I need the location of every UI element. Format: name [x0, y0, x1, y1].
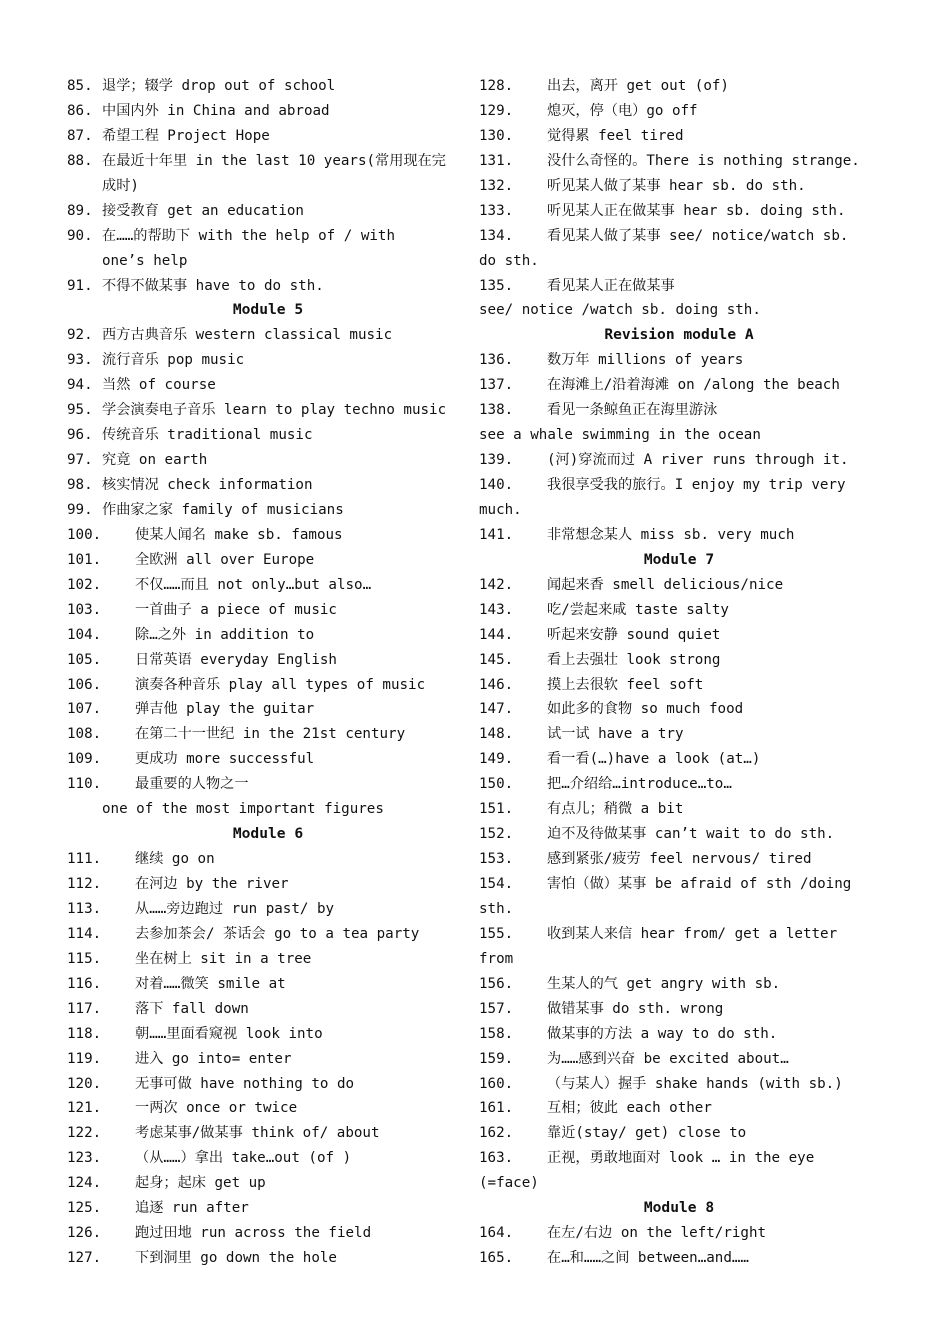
entry-text: 中国内外 in China and abroad: [102, 102, 330, 119]
vocab-entry: [479, 747, 879, 772]
entry-number: 160.: [479, 1075, 514, 1092]
entry-number: 142.: [479, 576, 514, 593]
entry-number: 163.: [479, 1150, 514, 1167]
vocab-entry: [67, 348, 469, 373]
entry-text: 考虑某事/做某事 think of/ about: [135, 1125, 380, 1142]
entry-number: 150.: [479, 776, 514, 793]
vocab-entry: [67, 922, 469, 947]
entry-number: 107.: [67, 701, 102, 718]
entry-number: 96.: [67, 427, 93, 444]
entry-text: 听见某人正在做某事 hear sb. doing sth.: [547, 202, 846, 219]
entry-continuation: [479, 498, 879, 523]
vocab-entry: [479, 1022, 879, 1047]
entry-number: 154.: [479, 876, 514, 892]
entry-text: 在左/右边 on the left/right: [547, 1225, 767, 1242]
vocab-entry: [67, 747, 469, 772]
vocab-entry: [479, 573, 879, 598]
vocab-entry: [479, 847, 879, 872]
entry-text: 究竟 on earth: [102, 452, 208, 469]
entry-number: 141.: [479, 526, 514, 543]
entry-text: 成时): [102, 177, 139, 194]
vocab-entry: [479, 199, 879, 224]
entry-text: 害怕（做）某事 be afraid of sth /doing: [547, 876, 852, 892]
entry-number: 152.: [479, 826, 514, 843]
vocab-entry: [67, 224, 469, 249]
entry-number: 95.: [67, 402, 93, 419]
entry-continuation: [67, 797, 469, 822]
entry-text: 闻起来香 smell delicious/nice: [547, 576, 784, 593]
entry-text: 对着……微笑 smile at: [135, 975, 286, 992]
module-heading: Module 7: [643, 550, 715, 568]
vocab-entry: [67, 697, 469, 722]
vocab-entry: [67, 897, 469, 922]
entry-number: 148.: [479, 726, 514, 743]
entry-number: 109.: [67, 751, 102, 768]
entry-number: 101.: [67, 551, 102, 568]
entry-number: 138.: [479, 402, 514, 419]
vocab-entry: [67, 124, 469, 149]
entry-text: one of the most important figures: [102, 801, 384, 818]
entry-text: 为……感到兴奋 be excited about…: [547, 1050, 789, 1067]
entry-text: see/ notice /watch sb. doing sth.: [479, 302, 761, 319]
vocab-entry: [67, 448, 469, 473]
entry-continuation: [479, 1171, 879, 1196]
entry-number: 158.: [479, 1025, 514, 1042]
entry-text: 坐在树上 sit in a tree: [135, 950, 312, 967]
entry-number: 132.: [479, 177, 514, 194]
entry-text: 看见一条鲸鱼正在海里游泳: [547, 402, 718, 419]
vocab-entry: [67, 423, 469, 448]
entry-number: 110.: [67, 776, 102, 793]
vocab-entry: [67, 99, 469, 124]
vocab-entry: [67, 523, 469, 548]
entry-number: 118.: [67, 1025, 102, 1042]
entry-continuation: [67, 249, 469, 274]
entry-number: 155.: [479, 925, 514, 942]
vocab-entry: [67, 1022, 469, 1047]
entry-number: 122.: [67, 1125, 102, 1142]
vocab-entry: [479, 149, 879, 174]
vocab-entry: [479, 772, 879, 797]
vocab-entry: [479, 1047, 879, 1072]
vocab-entry: [67, 323, 469, 348]
entry-continuation: [479, 897, 879, 922]
vocab-entry: [67, 997, 469, 1022]
entry-text: 传统音乐 traditional music: [102, 427, 313, 444]
entry-text: 在第二十一世纪 in the 21st century: [135, 726, 406, 743]
entry-text: 演奏各种音乐 play all types of music: [135, 676, 426, 693]
entry-number: 91.: [67, 277, 93, 294]
vocab-entry: [479, 473, 879, 498]
entry-number: 97.: [67, 452, 93, 469]
entry-number: 117.: [67, 1000, 102, 1017]
entry-continuation: [67, 174, 469, 199]
entry-number: 100.: [67, 526, 102, 543]
vocab-entry: [479, 822, 879, 847]
vocab-entry: [67, 149, 469, 174]
entry-number: 128.: [479, 78, 514, 94]
entry-number: 143.: [479, 601, 514, 618]
entry-text: 试一试 have a try: [547, 726, 684, 743]
entry-number: 134.: [479, 227, 514, 244]
entry-number: 86.: [67, 102, 93, 119]
vocab-entry: [67, 548, 469, 573]
entry-text: 互相；彼此 each other: [547, 1100, 712, 1117]
entry-text: 当然 of course: [102, 377, 216, 394]
entry-number: 115.: [67, 950, 102, 967]
entry-number: 87.: [67, 127, 93, 144]
entry-text: 没什么奇怪的。There is nothing strange.: [547, 152, 860, 169]
vocab-entry: [479, 224, 879, 249]
vocab-entry: [67, 498, 469, 523]
entry-text: 靠近(stay/ get) close to: [547, 1125, 747, 1142]
entry-number: 102.: [67, 576, 102, 593]
entry-text: 去参加茶会/ 茶话会 go to a tea party: [135, 925, 420, 942]
vocab-entry: [67, 623, 469, 648]
entry-number: 116.: [67, 975, 102, 992]
entry-text: 在最近十年里 in the last 10 years(常用现在完: [102, 152, 446, 169]
vocab-entry: [67, 972, 469, 997]
right-column: [479, 74, 879, 1271]
vocab-entry: [67, 573, 469, 598]
entry-text: 除…之外 in addition to: [135, 626, 315, 643]
entry-text: 觉得累 feel tired: [547, 127, 684, 144]
entry-number: 129.: [479, 102, 514, 119]
entry-number: 93.: [67, 352, 93, 369]
vocab-entry: [67, 1171, 469, 1196]
entry-text: 听起来安静 sound quiet: [547, 626, 721, 643]
entry-number: 105.: [67, 651, 102, 668]
entry-number: 131.: [479, 152, 514, 169]
vocab-entry: [479, 797, 879, 822]
vocab-entry: [479, 598, 879, 623]
entry-number: 98.: [67, 477, 93, 493]
entry-number: 133.: [479, 202, 514, 219]
entry-text: 全欧洲 all over Europe: [135, 551, 315, 568]
vocab-entry: [67, 722, 469, 747]
vocab-entry: [67, 1072, 469, 1097]
entry-text: 感到紧张/疲劳 feel nervous/ tired: [547, 851, 812, 868]
entry-text: 追逐 run after: [135, 1200, 249, 1217]
vocab-entry: [67, 772, 469, 797]
vocab-entry: [479, 1121, 879, 1146]
vocab-entry: [67, 1221, 469, 1246]
entry-text: do sth.: [479, 252, 539, 269]
entry-text: 做某事的方法 a way to do sth.: [547, 1025, 778, 1042]
entry-text: 数万年 millions of years: [547, 352, 744, 369]
entry-text: 如此多的食物 so much food: [547, 701, 744, 718]
entry-number: 144.: [479, 626, 514, 643]
vocab-entry: [479, 648, 879, 673]
vocab-entry: [67, 648, 469, 673]
entry-text: 在河边 by the river: [135, 876, 289, 892]
module-heading: Revision module A: [604, 326, 754, 344]
entry-number: 88.: [67, 152, 93, 169]
entry-number: 156.: [479, 975, 514, 992]
vocab-entry: [67, 473, 469, 498]
entry-text: 把…介绍给…introduce…to…: [547, 776, 732, 793]
entry-text: 看上去强壮 look strong: [547, 651, 721, 668]
vocab-entry: [479, 922, 879, 947]
entry-number: 157.: [479, 1000, 514, 1017]
entry-text: 继续 go on: [135, 851, 215, 868]
vocab-entry: [67, 1047, 469, 1072]
vocab-entry: [67, 1096, 469, 1121]
entry-text: see a whale swimming in the ocean: [479, 427, 761, 444]
entry-text: 听见某人做了某事 hear sb. do sth.: [547, 177, 806, 194]
entry-number: 124.: [67, 1175, 102, 1192]
module-heading: Module 6: [232, 825, 304, 843]
entry-text: 希望工程 Project Hope: [102, 127, 270, 144]
entry-number: 147.: [479, 701, 514, 718]
vocab-entry: [67, 1246, 469, 1271]
entry-text: 更成功 more successful: [135, 751, 315, 768]
entry-text: 看见某人正在做某事: [547, 277, 675, 294]
vocab-entry: [67, 872, 469, 897]
entry-number: 114.: [67, 925, 102, 942]
entry-text: 接受教育 get an education: [102, 202, 304, 219]
entry-number: 89.: [67, 202, 93, 219]
vocab-entry: [67, 74, 469, 99]
vocab-entry: [479, 124, 879, 149]
entry-text: much.: [479, 501, 522, 518]
entry-number: 153.: [479, 851, 514, 868]
entry-text: 起身；起床 get up: [135, 1175, 266, 1192]
vocab-entry: [479, 1246, 879, 1271]
vocab-entry: [479, 997, 879, 1022]
vocab-entry: [479, 1221, 879, 1246]
entry-text: 流行音乐 pop music: [102, 352, 245, 369]
entry-number: 103.: [67, 601, 102, 618]
entry-text: 正视，勇敢地面对 look … in the eye: [547, 1150, 815, 1167]
entry-number: 104.: [67, 626, 102, 643]
entry-text: 在…和……之间 between…and……: [547, 1250, 749, 1267]
vocab-entry: [67, 1121, 469, 1146]
entry-number: 136.: [479, 352, 514, 369]
entry-number: 165.: [479, 1250, 514, 1267]
vocab-entry: [479, 74, 879, 99]
entry-text: 一首曲子 a piece of music: [135, 601, 337, 618]
entry-number: 99.: [67, 501, 93, 518]
vocab-entry: [479, 174, 879, 199]
vocab-entry: [67, 947, 469, 972]
entry-text: 在海滩上/沿着海滩 on /along the beach: [547, 377, 840, 394]
entry-text: 迫不及待做某事 can’t wait to do sth.: [547, 826, 835, 843]
entry-text: from: [479, 950, 514, 967]
entry-text: 作曲家之家 family of musicians: [102, 501, 344, 518]
entry-text: 进入 go into= enter: [135, 1050, 292, 1067]
vocab-entry: [479, 1072, 879, 1097]
vocab-entry: [479, 99, 879, 124]
entry-continuation: [479, 947, 879, 972]
entry-text: 跑过田地 run across the field: [135, 1225, 372, 1242]
vocab-entry: [479, 673, 879, 698]
entry-number: 127.: [67, 1250, 102, 1267]
vocab-entry: [67, 398, 469, 423]
left-column: [67, 74, 469, 1271]
entry-text: 西方古典音乐 western classical music: [102, 327, 393, 344]
entry-text: 看见某人做了某事 see/ notice/watch sb.: [547, 227, 849, 244]
entry-number: 111.: [67, 851, 102, 868]
module-heading: Module 5: [232, 301, 304, 319]
vocab-entry: [479, 1096, 879, 1121]
vocab-entry: [479, 523, 879, 548]
entry-text: 非常想念某人 miss sb. very much: [547, 526, 795, 543]
entry-continuation: [479, 249, 879, 274]
entry-number: 92.: [67, 327, 93, 344]
entry-number: 94.: [67, 377, 93, 394]
vocab-entry: [479, 373, 879, 398]
entry-text: 日常英语 everyday English: [135, 651, 337, 668]
entry-text: (河)穿流而过 A river runs through it.: [547, 452, 849, 469]
entry-continuation: [479, 298, 879, 323]
entry-number: 90.: [67, 227, 93, 244]
entry-text: 做错某事 do sth. wrong: [547, 1000, 724, 1017]
entry-number: 135.: [479, 277, 514, 294]
entry-text: （从……）拿出 take…out (of ): [135, 1150, 352, 1167]
vocab-entry: [67, 274, 469, 299]
vocab-entry: [67, 1146, 469, 1171]
entry-number: 146.: [479, 676, 514, 693]
vocab-entry: [479, 274, 879, 299]
entry-number: 137.: [479, 377, 514, 394]
entry-number: 113.: [67, 900, 102, 917]
vocab-entry: [479, 722, 879, 747]
entry-text: （与某人）握手 shake hands (with sb.): [547, 1075, 843, 1092]
vocab-entry: [67, 1196, 469, 1221]
entry-text: 朝……里面看窥视 look into: [135, 1025, 323, 1042]
entry-number: 145.: [479, 651, 514, 668]
entry-text: 学会演奏电子音乐 learn to play techno music: [102, 402, 447, 419]
entry-number: 164.: [479, 1225, 514, 1242]
entry-text: 弹吉他 play the guitar: [135, 701, 315, 718]
entry-text: 熄灭，停（电）go off: [547, 102, 698, 119]
vocab-entry: [67, 199, 469, 224]
entry-number: 123.: [67, 1150, 102, 1167]
entry-number: 130.: [479, 127, 514, 144]
entry-text: 落下 fall down: [135, 1000, 249, 1017]
vocab-entry: [479, 623, 879, 648]
entry-text: 不仅……而且 not only…but also…: [135, 576, 372, 593]
entry-number: 85.: [67, 78, 93, 94]
vocab-entry: [479, 872, 879, 897]
vocab-entry: [67, 598, 469, 623]
entry-text: 使某人闻名 make sb. famous: [135, 526, 343, 543]
entry-number: 125.: [67, 1200, 102, 1217]
entry-number: 112.: [67, 876, 102, 892]
entry-number: 149.: [479, 751, 514, 768]
entry-text: sth.: [479, 900, 514, 917]
entry-number: 119.: [67, 1050, 102, 1067]
entry-text: 一两次 once or twice: [135, 1100, 298, 1117]
entry-text: 无事可做 have nothing to do: [135, 1075, 355, 1092]
entry-text: 核实情况 check information: [102, 477, 313, 493]
entry-number: 106.: [67, 676, 102, 693]
entry-text: 有点儿；稍微 a bit: [547, 801, 684, 818]
vocab-entry: [479, 697, 879, 722]
vocab-entry: [479, 398, 879, 423]
vocab-entry: [67, 373, 469, 398]
entry-text: 看一看(…)have a look (at…): [547, 751, 761, 768]
entry-text: 生某人的气 get angry with sb.: [547, 975, 781, 992]
entry-text: 吃/尝起来咸 taste salty: [547, 601, 729, 618]
entry-text: 不得不做某事 have to do sth.: [102, 277, 324, 294]
vocab-entry: [479, 448, 879, 473]
entry-number: 108.: [67, 726, 102, 743]
entry-text: (=face): [479, 1175, 539, 1192]
entry-text: 收到某人来信 hear from/ get a letter: [547, 925, 838, 942]
vocab-entry: [479, 1146, 879, 1171]
vocab-entry: [67, 673, 469, 698]
entry-continuation: [479, 423, 879, 448]
entry-text: 从……旁边跑过 run past/ by: [135, 900, 335, 917]
entry-text: 最重要的人物之一: [135, 776, 249, 793]
entry-text: 我很享受我的旅行。I enjoy my trip very: [547, 477, 846, 493]
entry-number: 151.: [479, 801, 514, 818]
entry-text: 退学；辍学 drop out of school: [102, 78, 336, 94]
module-heading: Module 8: [643, 1199, 715, 1217]
vocab-entry: [479, 972, 879, 997]
entry-number: 120.: [67, 1075, 102, 1092]
entry-text: 在……的帮助下 with the help of / with: [102, 227, 396, 244]
vocab-entry: [67, 847, 469, 872]
entry-text: one’s help: [102, 252, 188, 269]
entry-number: 162.: [479, 1125, 514, 1142]
entry-text: 出去，离开 get out (of): [547, 78, 729, 94]
entry-text: 下到洞里 go down the hole: [135, 1250, 337, 1267]
entry-number: 159.: [479, 1050, 514, 1067]
vocab-entry: [479, 348, 879, 373]
entry-number: 126.: [67, 1225, 102, 1242]
entry-number: 161.: [479, 1100, 514, 1117]
entry-number: 121.: [67, 1100, 102, 1117]
entry-text: 摸上去很软 feel soft: [547, 676, 704, 693]
entry-number: 140.: [479, 477, 514, 493]
entry-number: 139.: [479, 452, 514, 469]
